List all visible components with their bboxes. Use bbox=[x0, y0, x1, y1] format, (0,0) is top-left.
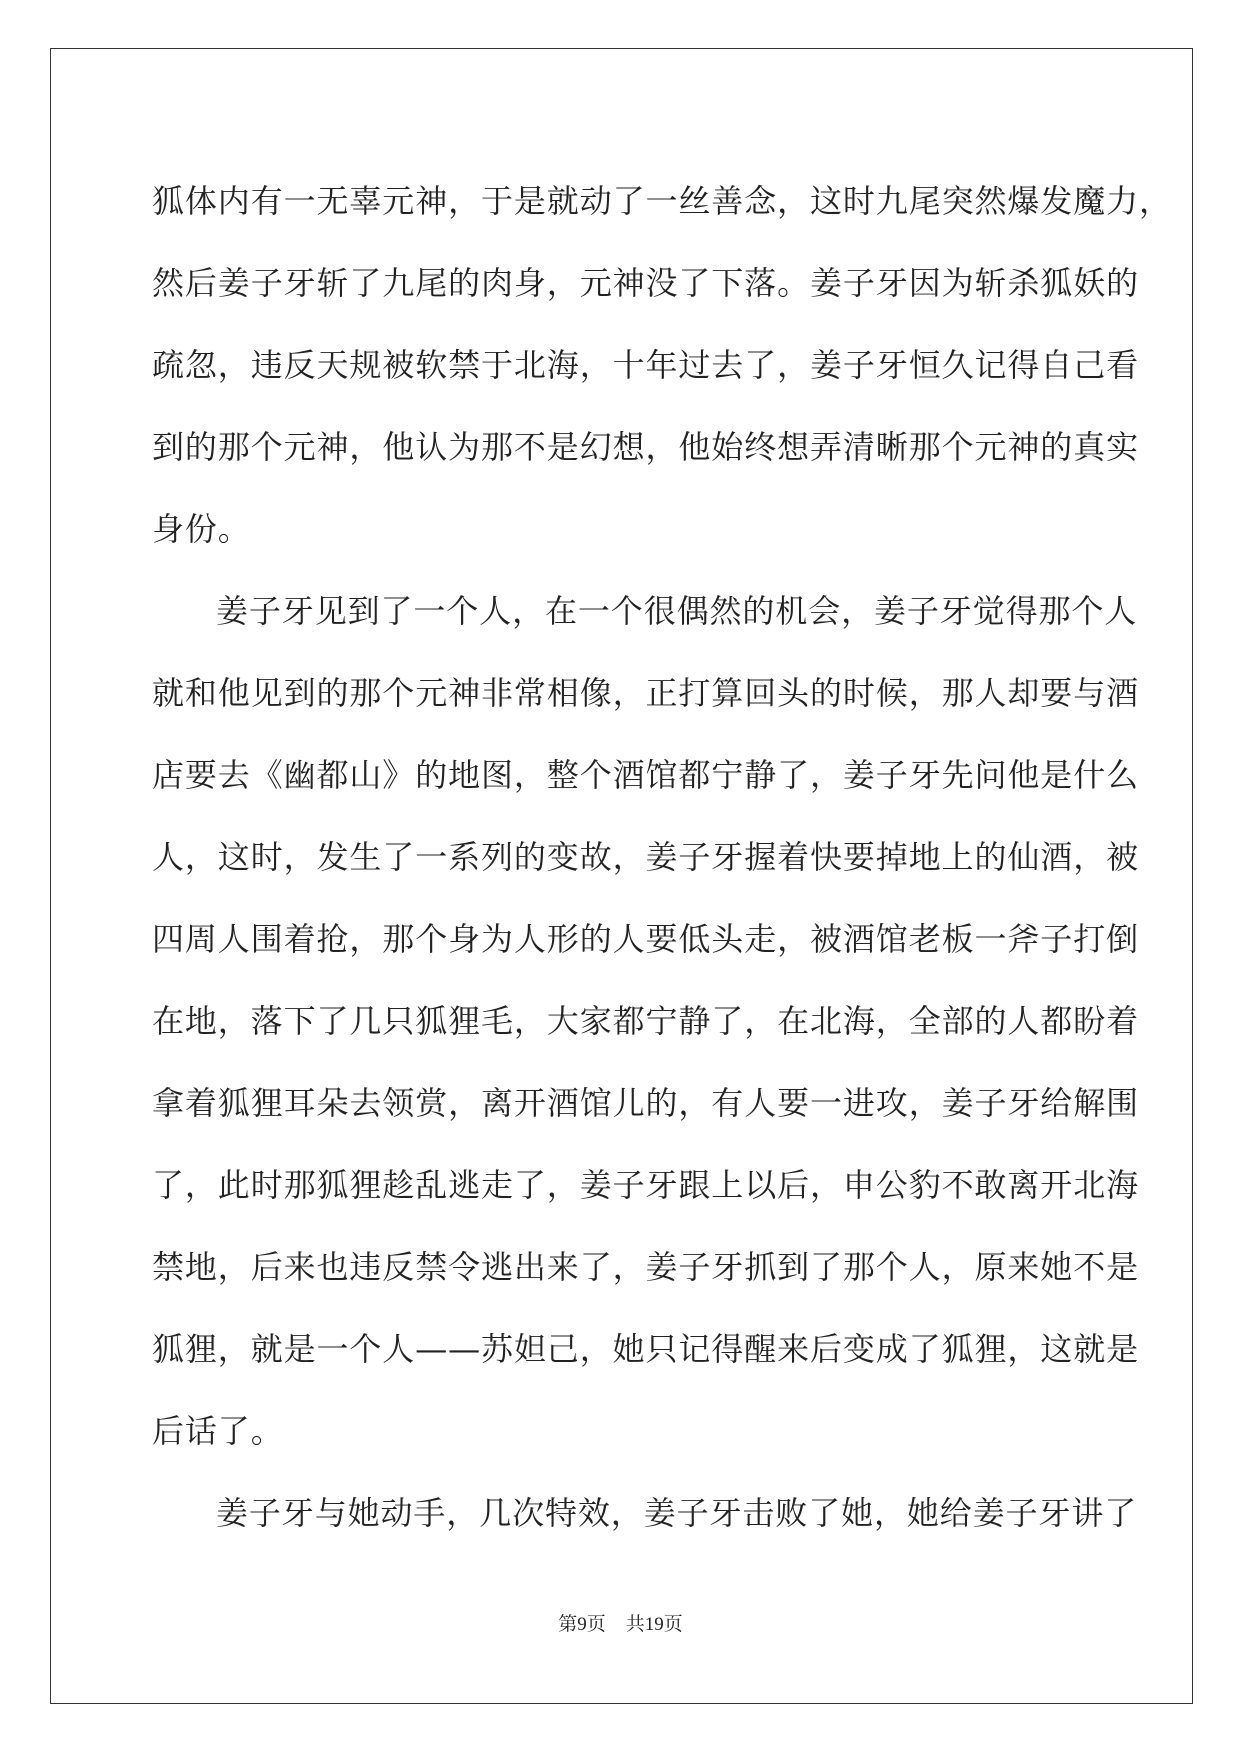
page-suffix: 页 bbox=[586, 1613, 606, 1635]
text-line: 禁地，后来也违反禁令逃出来了，姜子牙抓到了那个人，原来她不是 bbox=[152, 1248, 1140, 1286]
total-pages: 19 bbox=[644, 1614, 664, 1635]
text-line: 拿着狐狸耳朵去领赏，离开酒馆儿的，有人要一进攻，姜子牙给解围 bbox=[152, 1084, 1140, 1122]
text-line: 后话了。 bbox=[152, 1412, 284, 1450]
document-body bbox=[152, 160, 1172, 1554]
text-line: 狐体内有一无辜元神，于是就动了一丝善念，这时九尾突然爆发魔力， bbox=[152, 182, 1172, 220]
total-prefix: 共 bbox=[625, 1613, 645, 1635]
total-suffix: 页 bbox=[663, 1613, 683, 1635]
text-line: 然后姜子牙斩了九尾的肉身，元神没了下落。姜子牙因为斩杀狐妖的 bbox=[152, 264, 1140, 302]
text-line: 到的那个元神，他认为那不是幻想，他始终想弄清晰那个元神的真实 bbox=[152, 428, 1140, 466]
text-line: 店要去《幽都山》的地图，整个酒馆都宁静了，姜子牙先问他是什么 bbox=[152, 756, 1140, 794]
paragraph-first-line: 姜子牙见到了一个人，在一个很偶然的机会，姜子牙觉得那个人 bbox=[216, 592, 1138, 630]
paragraph-first-line: 姜子牙与她动手，几次特效，姜子牙击败了她，她给姜子牙讲了 bbox=[216, 1494, 1138, 1532]
page-prefix: 第 bbox=[558, 1613, 578, 1635]
text-line: 在地，落下了几只狐狸毛，大家都宁静了，在北海，全部的人都盼着 bbox=[152, 1002, 1140, 1040]
text-line: 四周人围着抢，那个身为人形的人要低头走，被酒馆老板一斧子打倒 bbox=[152, 920, 1140, 958]
page-footer bbox=[0, 1612, 1241, 1637]
text-line: 了，此时那狐狸趁乱逃走了，姜子牙跟上以后，申公豹不敢离开北海 bbox=[152, 1166, 1140, 1204]
text-line: 人，这时，发生了一系列的变故，姜子牙握着快要掉地上的仙酒，被 bbox=[152, 838, 1140, 876]
text-line: 身份。 bbox=[152, 510, 251, 548]
page-number: 9 bbox=[577, 1614, 587, 1635]
text-line: 疏忽，违反天规被软禁于北海，十年过去了，姜子牙恒久记得自己看 bbox=[152, 346, 1140, 384]
text-line: 就和他见到的那个元神非常相像，正打算回头的时候，那人却要与酒 bbox=[152, 674, 1140, 712]
text-line: 狐狸，就是一个人——苏妲己，她只记得醒来后变成了狐狸，这就是 bbox=[152, 1330, 1140, 1368]
